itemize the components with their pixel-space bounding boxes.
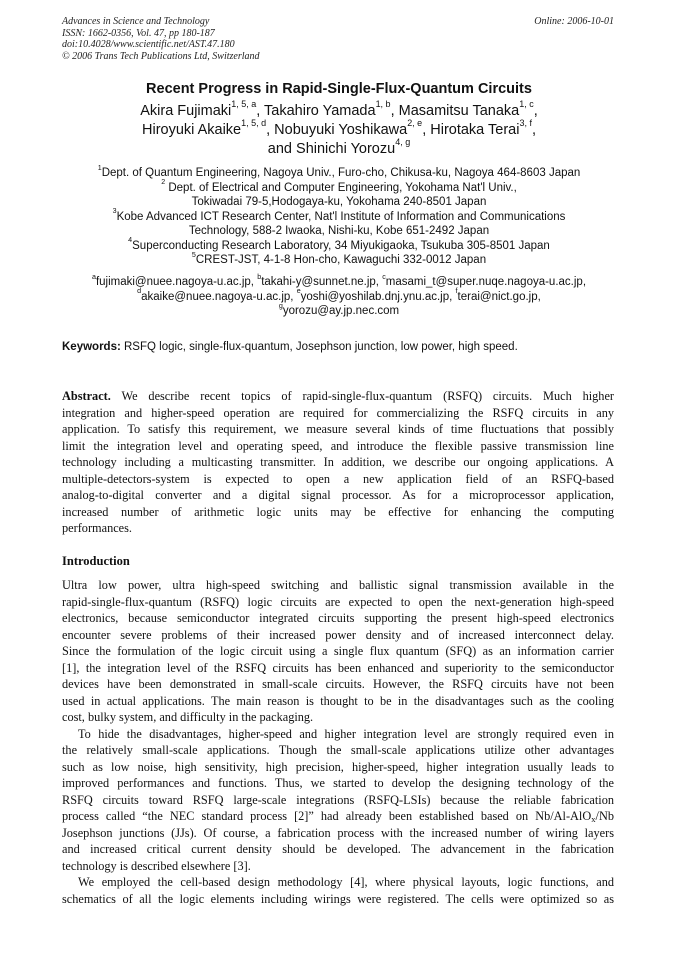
email-sup: g — [278, 301, 283, 310]
abstract-label: Abstract. — [62, 389, 111, 403]
email-line-1 — [0, 272, 678, 290]
author-affil-sup: 1, 5, d — [241, 118, 267, 129]
author-affil-sup: 1, b — [375, 99, 391, 110]
intro-line: the relatively small-scale applications. Though the small-scale applications utilize other advantages — [62, 743, 614, 757]
author-affil-sup: 3, f — [519, 118, 532, 129]
intro-line: electronics, because semiconductor integrated circuits supporting the present high-speed electronics — [62, 611, 614, 625]
email-address[interactable]: takahi-y@sunnet.ne.jp, — [261, 276, 379, 288]
author-line-2: Hiroyuki Akaike$^{1, 5, d}$, Nobuyuki Yoshikawa$^{2, e}$, Hirotaka Terai$^{3, f}$, — [142, 118, 536, 138]
keywords-label: Keywords: — [62, 341, 121, 353]
online-date: Online: 2006-10-01 — [534, 16, 614, 27]
abstract-line: analog-to-digital converter and a digital signal processor. As for a microprocessor application, — [62, 488, 614, 502]
intro-line: schematics of all the logic elements including wirings were registered. The cells were optimized so as — [62, 891, 614, 906]
author-name: Shinichi Yorozu — [296, 141, 396, 157]
affiliation-text: Tokiwadai 79-5,Hodogaya-ku, Yokohama 240-8501 Japan — [191, 196, 487, 208]
keywords-text: RSFQ logic, single-flux-quantum, Josephson junction, low power, high speed. — [124, 341, 518, 353]
intro-line: Since the formulation of the logic circuit using a single flux quantum (SFQ) as an information carrier — [62, 644, 614, 658]
email-sup: a — [91, 272, 96, 281]
email-address[interactable]: yorozu@ay.jp.nec.com — [282, 305, 400, 317]
intro-line: To hide the disadvantages, higher-speed and higher integration level are strongly required even in — [78, 726, 614, 741]
email-list — [0, 272, 678, 319]
intro-line: [1], the integration level of the RSFQ circuits has been enhanced and superiority to the semiconductor — [62, 660, 614, 675]
intro-line: used in actual applications. The main reason is thought to be in the disadvantages such as the cooling — [62, 693, 614, 708]
journal-header — [62, 16, 614, 62]
affiliation-text: Kobe Advanced ICT Research Center, Nat'l Institute of Information and Communications — [116, 210, 566, 223]
affiliation-text: Technology, 588-2 Iwaoka, Nishi-ku, Kobe 651-2492 Japan — [188, 225, 490, 237]
journal-name: Advances in Science and Technology — [62, 16, 210, 27]
intro-line: We employed the cell-based design methodology [4], where physical layouts, logic functions, and — [78, 875, 614, 889]
email-sup: b — [257, 272, 262, 281]
abstract-line — [62, 388, 614, 405]
abstract-line: performances. — [62, 521, 132, 535]
abstract-line: limit the integration level and operating speed, and introduce the flexible passive transmission line — [62, 438, 614, 453]
intro-line — [62, 808, 614, 825]
introduction-body — [62, 577, 614, 907]
intro-line: Ultra low power, ultra high-speed switching and ballistic signal transmission available in the — [62, 578, 614, 592]
affiliation-list — [0, 163, 678, 268]
abstract — [62, 388, 614, 537]
intro-text: process called “the NEC standard process [2]” had already been established based on Nb/Al-AlO — [62, 809, 592, 823]
author-affil-sup: 1, 5, a — [231, 99, 257, 110]
subscript: x — [591, 814, 596, 825]
affiliation — [0, 236, 678, 254]
author-affil-sup: 2, e — [407, 118, 423, 129]
affiliation — [0, 250, 678, 268]
affiliation-text: Superconducting Research Laboratory, 34 Miyukigaoka, Tsukuba 305-8501 Japan — [132, 239, 550, 252]
author-line-3 — [0, 137, 678, 159]
intro-text: /Nb — [595, 809, 614, 823]
email-sup: f — [455, 287, 458, 296]
affiliation — [0, 195, 678, 210]
abstract-line: multiple-detectors-system is expected to open a new application field of an RSFQ-based — [62, 471, 614, 486]
intro-line: rapid-single-flux-quantum (RSFQ) logic circuits are expected to open the next-generation high-speed — [62, 594, 614, 609]
affiliation-text: Dept. of Electrical and Computer Engineering, Yokohama Nat'l Univ., — [168, 181, 517, 194]
author-affil-sup: 1, c — [519, 99, 534, 110]
abstract-text: We describe recent topics of rapid-single-flux-quantum (RSFQ) circuits. Much higher — [110, 389, 614, 403]
author-list — [0, 99, 678, 159]
intro-line: and increased critical current density should be developed. The advancement in the fabrication — [62, 842, 614, 856]
intro-line: encounter severe problems of their increased power density and of increased interconnect delay. — [62, 627, 614, 642]
affiliation-sup: 2 — [161, 178, 166, 187]
author-name: Hiroyuki Akaike — [142, 122, 242, 138]
author-name: Takahiro Yamada — [264, 103, 376, 119]
affiliation-text: CREST-JST, 4-1-8 Hon-cho, Kawaguchi 332-0012 Japan — [195, 254, 487, 266]
email-line-3 — [0, 301, 678, 319]
doi-line: doi:10.4028/www.scientific.net/AST.47.180 — [62, 39, 235, 50]
author-name: Masamitsu Tanaka — [398, 103, 520, 119]
email-address[interactable]: fujimaki@nuee.nagoya-u.ac.jp, — [95, 276, 255, 288]
author-line-1: Akira Fujimaki$^{1, 5, a}$, Takahiro Yamada$^{1, b}$, Masamitsu Tanaka$^{1, c}$, — [140, 99, 538, 119]
section-heading: Introduction — [62, 554, 130, 568]
intro-line: RSFQ circuits toward RSFQ large-scale integrations (RSFQ-LSIs) because the reliable fabrication — [62, 792, 614, 807]
affiliation-text: Dept. of Quantum Engineering, Nagoya Univ., Furo-cho, Chikusa-ku, Nagoya 464-8603 Japan — [101, 167, 581, 179]
email-address[interactable]: masami_t@super.nuqe.nagoya-u.ac.jp, — [385, 276, 587, 288]
author-affil-sup: 4, g — [395, 137, 411, 148]
intro-line: cost, bulky system, and difficulty in the packaging. — [62, 710, 314, 724]
email-sup: c — [382, 272, 386, 281]
affiliation-sup: 1 — [97, 163, 102, 172]
author-name: Akira Fujimaki — [140, 103, 232, 119]
author-conjunction: and — [267, 141, 292, 157]
intro-line: improved performances and functions. Thus, we started to develop the designing technology of the — [62, 776, 614, 790]
author-name: Nobuyuki Yoshikawa — [274, 122, 408, 138]
email-line-2 — [0, 287, 678, 305]
abstract-line: application. To satisfy this requirement, we measure several kinds of time fluctuations that possibly — [62, 422, 614, 436]
intro-line: devices have been demonstrated in small-scale circuits. However, the RSFQ circuits have not been — [62, 677, 614, 691]
paper-title: Recent Progress in Rapid-Single-Flux-Quantum Circuits — [146, 81, 532, 97]
email-address[interactable]: akaike@nuee.nagoya-u.ac.jp, — [141, 290, 294, 303]
affiliation-sup: 4 — [128, 236, 133, 245]
abstract-line: integration and higher-speed operation are required for commercializing the RSFQ circuits in any — [62, 405, 614, 420]
intro-line: technology is described elsewhere [3]. — [62, 858, 251, 873]
affiliation-sup: 5 — [191, 250, 196, 259]
intro-line: such as low noise, high sensitivity, high precision, higher-speed, higher integration usually leads to — [62, 759, 614, 774]
affiliation-sup: 3 — [112, 207, 117, 216]
affiliation — [0, 207, 678, 225]
keywords — [62, 341, 622, 353]
email-address[interactable]: terai@nict.go.jp, — [457, 290, 541, 303]
affiliation — [0, 224, 678, 239]
email-sup: d — [137, 287, 142, 296]
abstract-line: technology including a multicasting transmitter. In addition, we describe our ongoing applications. A — [62, 455, 614, 469]
abstract-line: increased number of arithmetic logic units may be effective for enhancing the computing — [62, 504, 614, 519]
copyright-line: © 2006 Trans Tech Publications Ltd, Switzerland — [62, 50, 260, 62]
affiliation — [0, 178, 678, 196]
issn-line: ISSN: 1662-0356, Vol. 47, pp 180-187 — [62, 27, 215, 39]
author-name: Hirotaka Terai — [430, 122, 520, 138]
affiliation — [0, 163, 678, 181]
email-address[interactable]: yoshi@yoshilab.dnj.ynu.ac.jp, — [300, 290, 453, 303]
email-sup: e — [296, 287, 301, 296]
intro-line: Josephson junctions (JJs). Of course, a fabrication process with the increased number of wiring layers — [62, 825, 614, 840]
